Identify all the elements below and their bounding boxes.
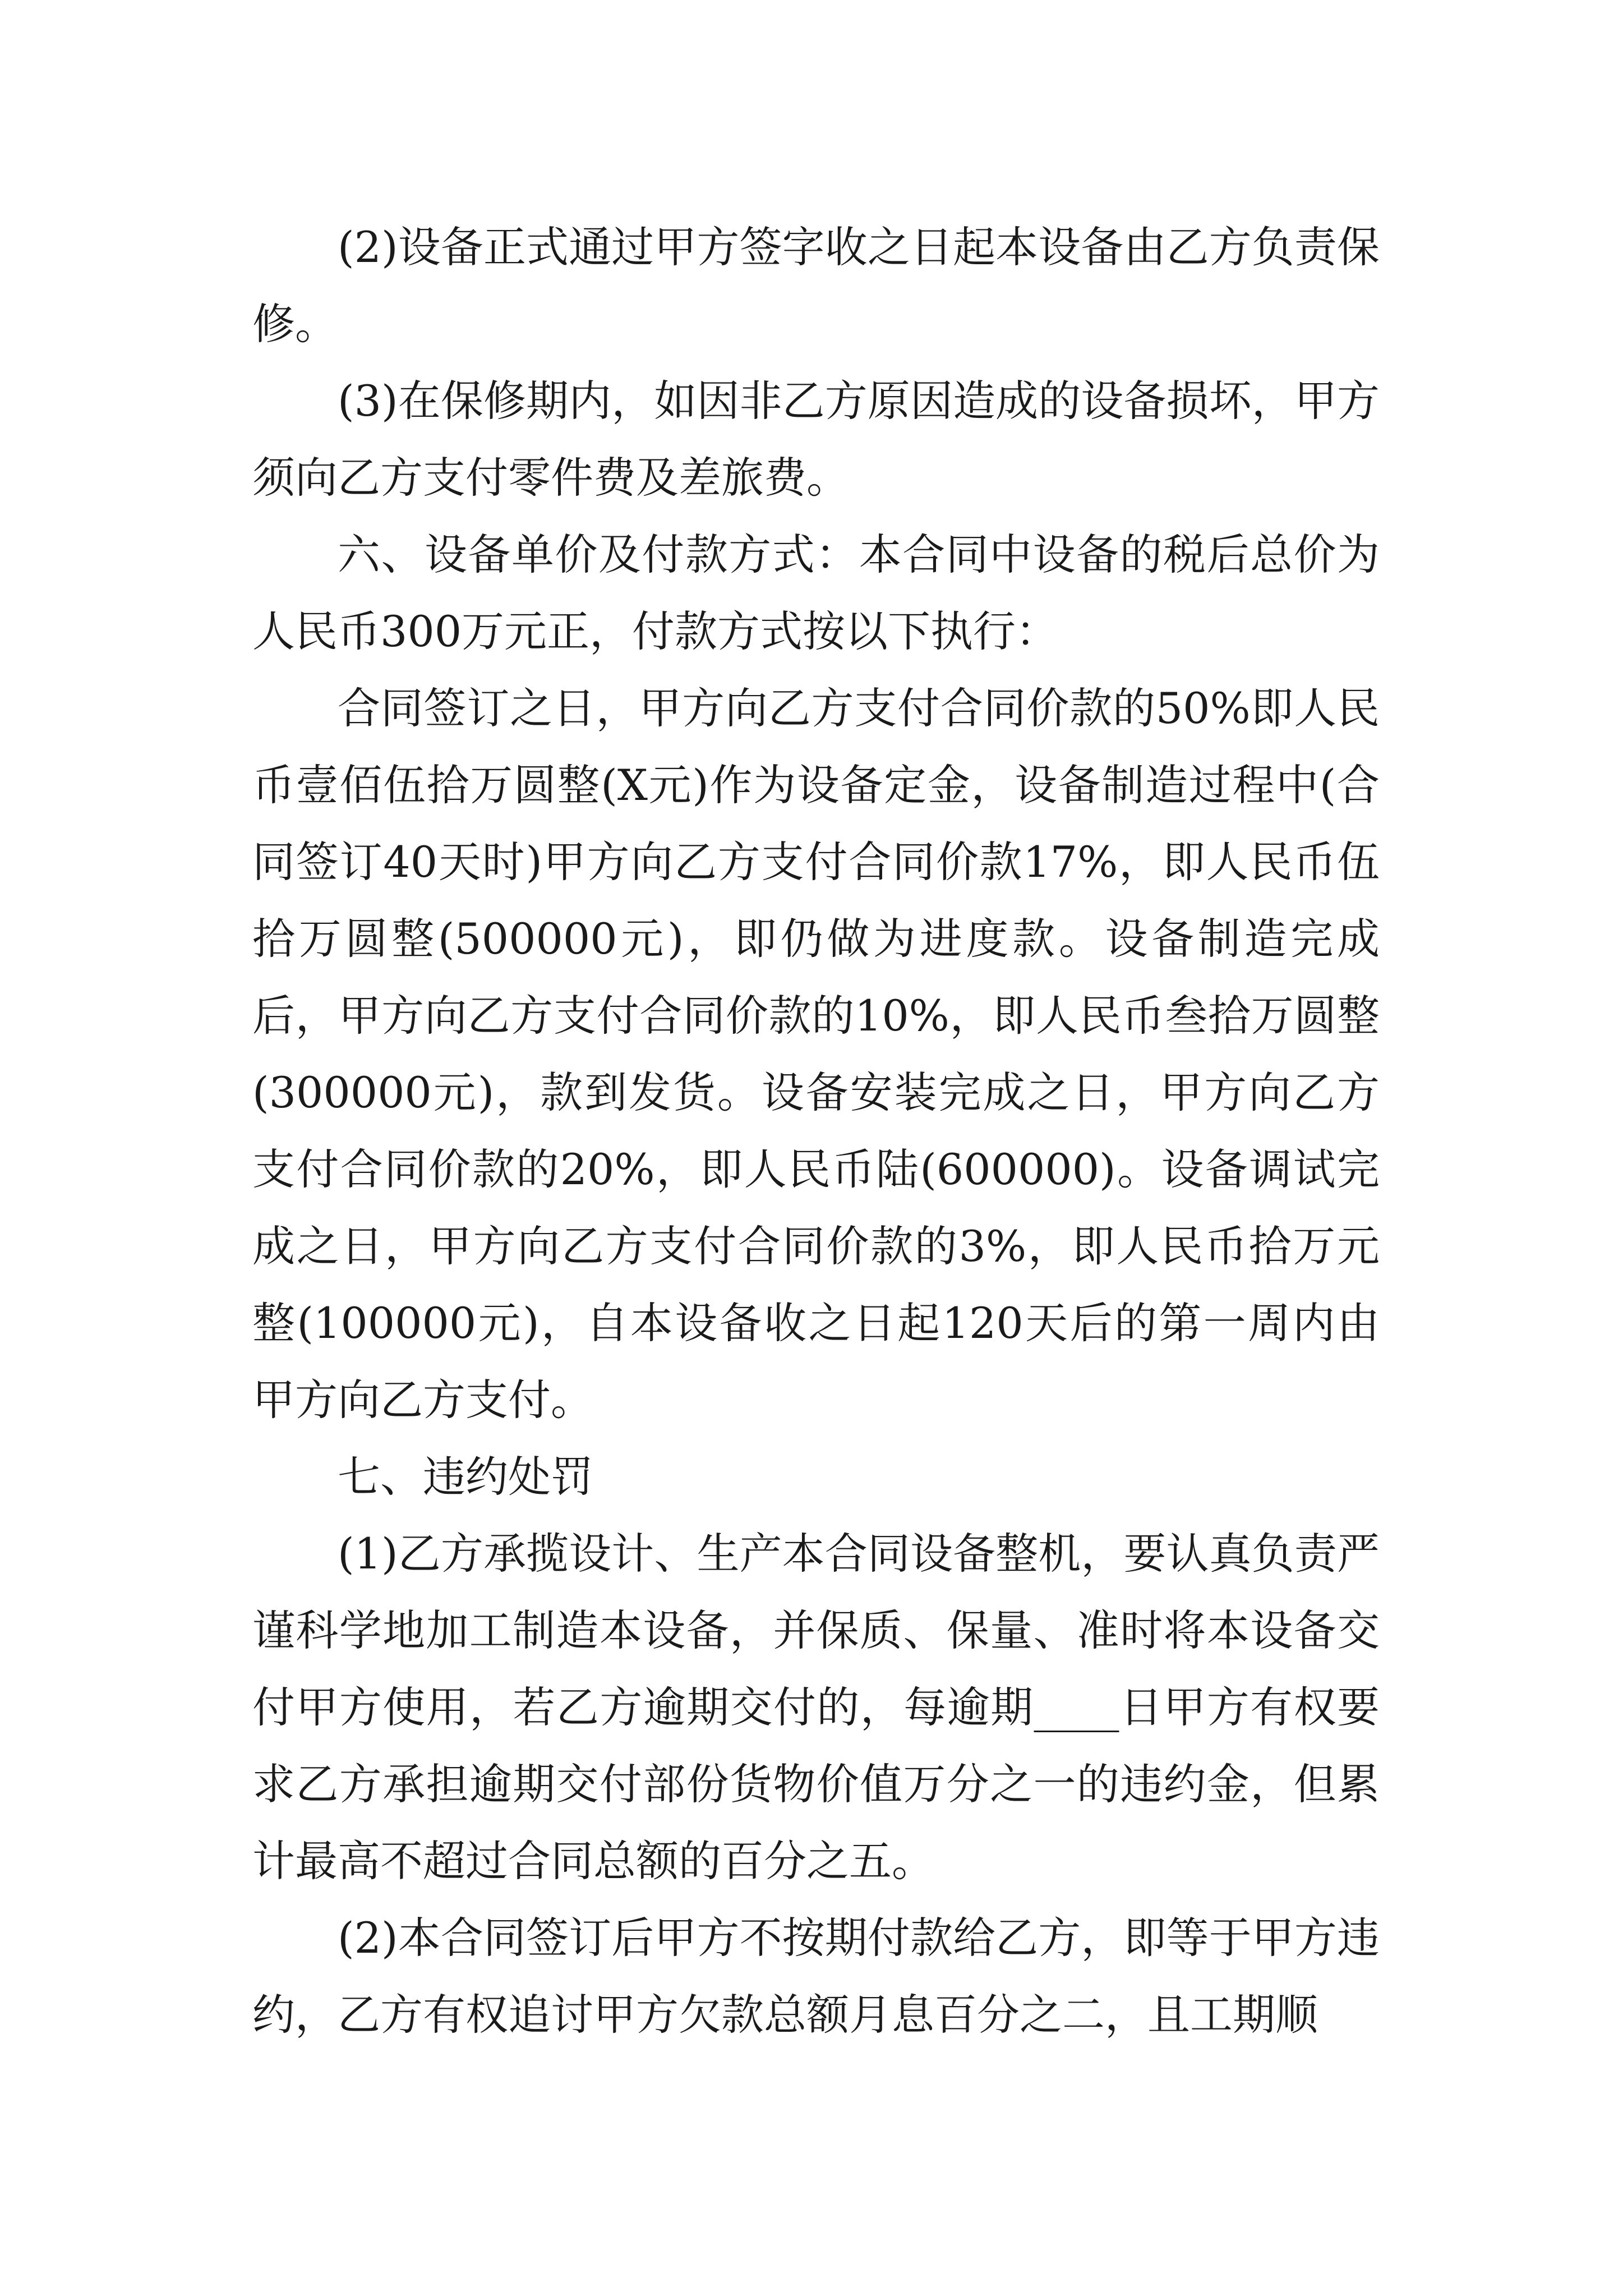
paragraph-warranty-3: (3)在保修期内，如因非乙方原因造成的设备损坏，甲方须向乙方支付零件费及差旅费。 bbox=[252, 376, 1380, 503]
document-body bbox=[252, 209, 1380, 2053]
section-heading-penalty: 七、违约处罚 bbox=[338, 1452, 593, 1502]
paragraph-penalty-1: (1)乙方承揽设计、生产本合同设备整机，要认真负责严谨科学地加工制造本设备，并保质、保量、准时将本设备交付甲方使用，若乙方逾期交付的，每逾期____日甲方有权要求乙方承担逾期交付部份货物价值万分之一的违约金，但累计最高不超过合同总额的百分之五。 bbox=[252, 1529, 1380, 1886]
paragraph-warranty-2: (2)设备正式通过甲方签字收之日起本设备由乙方负责保修。 bbox=[252, 222, 1380, 349]
paragraph-penalty-2: (2)本合同签订后甲方不按期付款给乙方，即等于甲方违约，乙方有权追讨甲方欠款总额月息百分之二，且工期顺 bbox=[252, 1913, 1380, 2040]
paragraph-payment-terms: 合同签订之日，甲方向乙方支付合同价款的50%即人民币壹佰伍拾万圆整(X元)作为设备定金，设备制造过程中(合同签订40天时)甲方向乙方支付合同价款17%，即人民币伍拾万圆整(500000元)，即仍做为进度款。设备制造完成后，甲方向乙方支付合同价款的10%，即人民币叁拾万圆整(300000元)，款到发货。设备安装完成之日，甲方向乙方支付合同价款的20%，即人民币陆(600000)。设备调试完成之日，甲方向乙方支付合同价款的3%，即人民币拾万元整(100000元)，自本设备收之日起120天后的第一周内由甲方向乙方支付。 bbox=[252, 683, 1380, 1425]
paragraph-price-heading: 六、设备单价及付款方式：本合同中设备的税后总价为人民币300万元正，付款方式按以下执行： bbox=[252, 530, 1380, 656]
